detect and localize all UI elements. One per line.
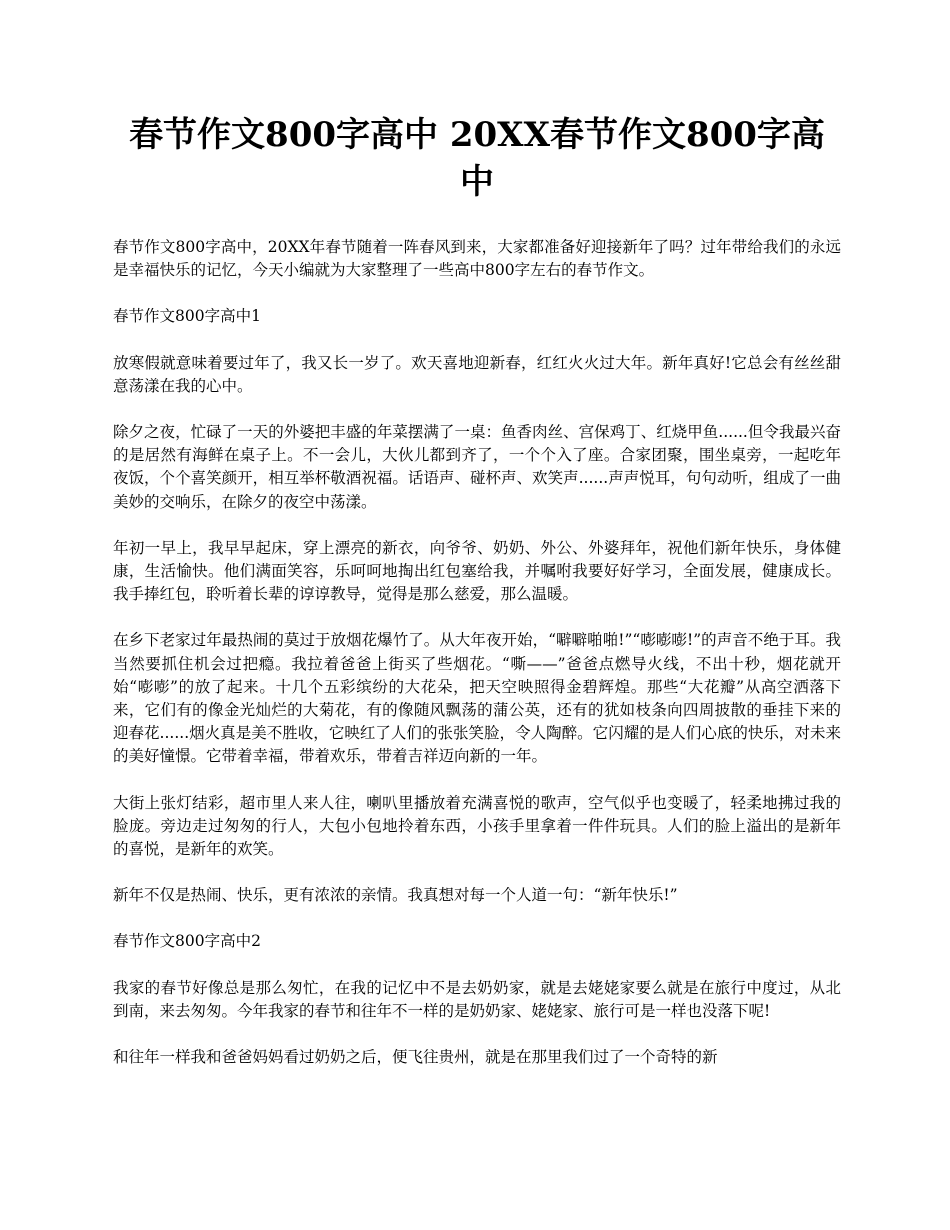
- essay-1-paragraph-2: 除夕之夜，忙碌了一天的外婆把丰盛的年菜摆满了一桌：鱼香肉丝、宫保鸡丁、红烧甲鱼......但令我最兴奋的是居然有海鲜在桌子上。不一会儿，大伙儿都到齐了，一个个入了座。合家团聚，围坐桌旁，一起吃年夜饭，个个喜笑颜开，相互举杯敬酒祝福。话语声、碰杯声、欢笑声......声声悦耳，句句动听，组成了一曲美妙的交响乐，在除夕的夜空中荡漾。: [113, 423, 841, 511]
- essay-2-heading: 春节作文800字高中2: [113, 932, 261, 951]
- essay-2-paragraph-2: 和往年一样我和爸爸妈妈看过奶奶之后，便飞往贵州，就是在那里我们过了一个奇特的新: [113, 1048, 718, 1067]
- essay-1-paragraph-4: 在乡下老家过年最热闹的莫过于放烟花爆竹了。从大年夜开始，“噼噼啪啪!”“嘭嘭嘭!”的声音不绝于耳。我当然要抓住机会过把瘾。我拉着爸爸上街买了些烟花。“嘶——”爸爸点燃导火线，不出十秒，烟花就开始“嘭嘭”的放了起来。十几个五彩缤纷的大花朵，把天空映照得金碧辉煌。那些“大花瓣”从高空洒落下来，它们有的像金光灿烂的大菊花，有的像随风飘荡的蒲公英，还有的犹如枝条向四周披散的垂挂下来的迎春花......烟火真是美不胜收，它映红了人们的张张笑脸，令人陶醉。它闪耀的是人们心底的快乐，对未来的美好憧憬。它带着幸福，带着欢乐，带着吉祥迈向新的一年。: [113, 631, 841, 766]
- essay-1-paragraph-3: 年初一早上，我早早起床，穿上漂亮的新衣，向爷爷、奶奶、外公、外婆拜年，祝他们新年快乐，身体健康，生活愉快。他们满面笑容，乐呵呵地掏出红包塞给我，并嘱咐我要好好学习，全面发展，健康成长。我手捧红包，聆听着长辈的谆谆教导，觉得是那么慈爱，那么温暖。: [113, 538, 841, 604]
- essay-1-paragraph-5: 大街上张灯结彩，超市里人来人往，喇叭里播放着充满喜悦的歌声，空气似乎也变暖了，轻柔地拂过我的脸庞。旁边走过匆匆的行人，大包小包地拎着东西，小孩手里拿着一件件玩具。人们的脸上溢出的是新年的喜悦，是新年的欢笑。: [113, 793, 841, 859]
- essay-1-heading: 春节作文800字高中1: [113, 307, 261, 326]
- intro-paragraph: 春节作文800字高中，20XX年春节随着一阵春风到来，大家都准备好迎接新年了吗？过年带给我们的永远是幸福快乐的记忆，今天小编就为大家整理了一些高中800字左右的春节作文。: [113, 238, 841, 280]
- essay-1-paragraph-1: 放寒假就意味着要过年了，我又长一岁了。欢天喜地迎新春，红红火火过大年。新年真好!它总会有丝丝甜意荡漾在我的心中。: [113, 353, 841, 395]
- essay-2-paragraph-1: 我家的春节好像总是那么匆忙，在我的记忆中不是去奶奶家，就是去姥姥家要么就是在旅行中度过，从北到南，来去匆匆。今年我家的春节和往年不一样的是奶奶家、姥姥家、旅行可是一样也没落下呢!: [113, 978, 841, 1020]
- document-page: [113, 112, 841, 1092]
- document-title: 春节作文800字高中 20XX春节作文800字高中: [129, 115, 825, 202]
- essay-1-paragraph-6: 新年不仅是热闹、快乐，更有浓浓的亲情。我真想对每一个人道一句：“新年快乐!”: [113, 886, 678, 905]
